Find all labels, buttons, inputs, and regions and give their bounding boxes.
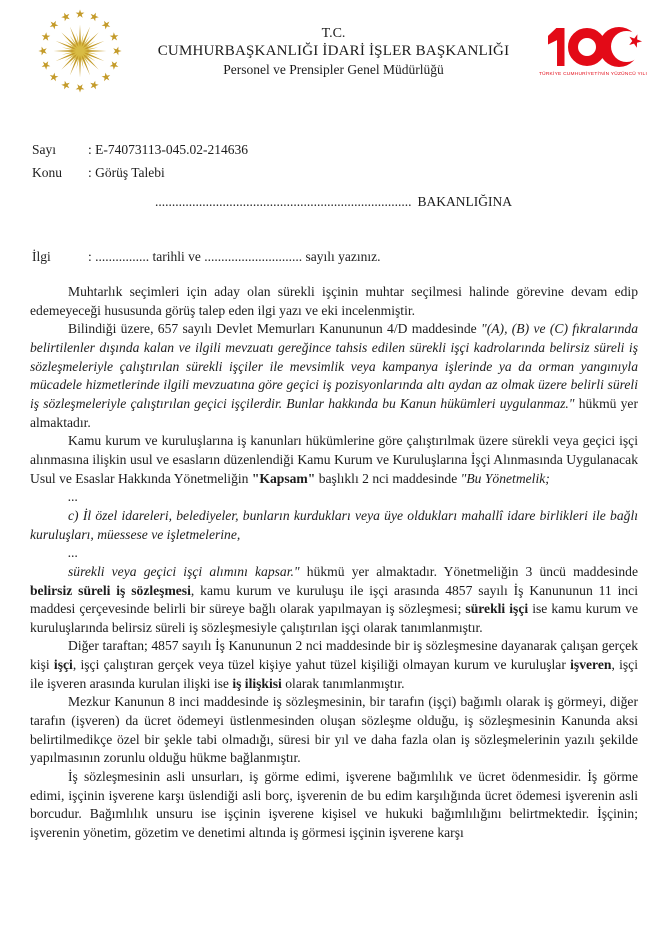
paragraph: c) İl özel idareleri, belediyeler, bunların kurdukları veya üye oldukları mahallî idare birlikleri ile bağlı kuruluşları, müessese ve işletmelerine, [30, 507, 638, 542]
paragraph: ... [68, 489, 79, 505]
letterhead-dept: Personel ve Prensipler Genel Müdürlüğü [223, 62, 444, 77]
sayi-row [32, 138, 248, 161]
konu-label: Konu [32, 165, 62, 180]
paragraph: İş sözleşmesinin asli unsurları, iş görme edimi, işverene bağımlılık ve ücret ödenmesidir. İş görme edimi, işçinin işverene karşı üslendiği asli borç, işverenin de bu edim karşılığında ücret ödemesi işverenin asli borcudur. Bağımlılık unsuru ise işçinin işverene kişisel ve hukuki bağımlılığını belirtmektedir. İşçinin; işverenin yönetim, gözetim ve denetimi altında iş görmesi işçinin işverene karşı [30, 769, 638, 841]
sayi-label: Sayı [32, 142, 57, 157]
paragraph: Mezkur Kanunun 8 inci maddesinde iş sözleşmesinin, bir tarafın (işçi) bağımlı olarak iş görmeyi, diğer tarafın (işveren) da ücret ödemeyi üstlenmesinden oluşan sözleşme olduğu, iş sözleşmesinin Kanunda aksi belirtilmedikçe özel bir şekle tabi olmadığı, süresi bir yıl ve daha fazla olan iş sözleşmelerinin yazılı şekilde yapılmasının zorunlu olduğu hükme bağlanmıştır. [30, 694, 638, 766]
addressee-dots: ............................................................................ [155, 194, 412, 209]
crescent-zero-shape [599, 27, 639, 67]
konu-value: : Görüş Talebi [88, 165, 165, 180]
digit-one-shape [548, 28, 565, 66]
ilgi-label: İlgi [32, 249, 51, 264]
paragraph: ... [68, 545, 79, 561]
ilgi-line [32, 249, 380, 265]
sayi-value: : E-74073113-045.02-214636 [88, 142, 248, 157]
ilgi-value: : ................ tarihli ve ............................. sayılı yazınız. [88, 249, 381, 264]
konu-row [32, 161, 248, 184]
paragraph: Bilindiği üzere, 657 sayılı Devlet Memurları Kanununun 4/D maddesinde "(A), (B) ve (C) fıkralarında belirtilenler dışında kalan ve ilgili mevzuatı gereğince tahsis edilen sürekli işçi kadrolarında belirsiz süreli iş sözleşmeleriyle çalıştırılan sürekli işçiler ile mevsimlik veya kampanya işlerinde ya da orman yangınıyla mücadele hizmetlerinde ilgili mevzuatına göre geçici iş pozisyonlarında altı aydan az olmak üzere belirli süreli iş sözleşmeleriyle çalıştırılan geçici işçilerdir. Bunlar hakkında bu Kanun hükümleri uygulanmaz." hükmü yer almaktadır. [30, 321, 638, 430]
paragraph: sürekli veya geçici işçi alımını kapsar." hükmü yer almaktadır. Yönetmeliğin 3 üncü maddesinde belirsiz süreli iş sözleşmesi, kamu kurum ve kuruluşu ile işçi arasında 4857 sayılı İş Kanununun 11 inci maddesi çerçevesinde belirli bir süreye bağlı olarak yapılmayan iş sözleşmesi; sürekli işçi ise kamu kurum ve kuruluşlarında belirsiz süreli iş sözleşmesiyle çalıştırılan işçi olarak tanımlanmıştır. [30, 563, 639, 635]
addressee-title: BAKANLIĞINA [417, 194, 512, 209]
centenary-logo [535, 26, 651, 77]
document-body [30, 283, 638, 843]
paragraph: Muhtarlık seçimleri için aday olan sürekli işçinin muhtar seçilmesi halinde görevine devam edip edemeyeceği hususunda görüş talep eden ilgi yazı ve eki incelenmiştir. [30, 284, 638, 318]
letterhead-org: CUMHURBAŞKANLIĞI İDARİ İŞLER BAŞKANLIĞI [157, 43, 510, 59]
paragraph: Kamu kurum ve kuruluşlarına iş kanunları hükümlerine göre çalıştırılmak üzere sürekli veya geçici işçi alınmasına ilişkin usul ve esasların düzenlendiği Kamu Kurum ve Kuruluşlarına İşçi Alınmasında Uygulanacak Usul ve Esaslar Hakkında Yönetmeliğin "Kapsam" başlıklı 2 nci maddesinde "Bu Yönetmelik; [30, 433, 638, 486]
reference-block [32, 138, 248, 184]
letterhead-tc: T.C. [321, 26, 346, 41]
addressee-line [0, 194, 667, 210]
centenary-logo-caption: TÜRKİYE CUMHURİYETİ'NİN YÜZÜNCÜ YILI [538, 72, 648, 77]
centenary-logo-number [535, 26, 651, 68]
paragraph: Diğer taraftan; 4857 sayılı İş Kanununun 2 nci maddesinde bir iş sözleşmesine dayanarak çalışan gerçek kişi işçi, işçi çalıştıran gerçek veya tüzel kişiye yahut tüzel kişiliği olmayan kurum ve kuruluşlar işveren, işçi ile işveren arasında kurulan ilişki ise iş ilişkisi olarak tanımlanmıştır. [30, 638, 638, 691]
